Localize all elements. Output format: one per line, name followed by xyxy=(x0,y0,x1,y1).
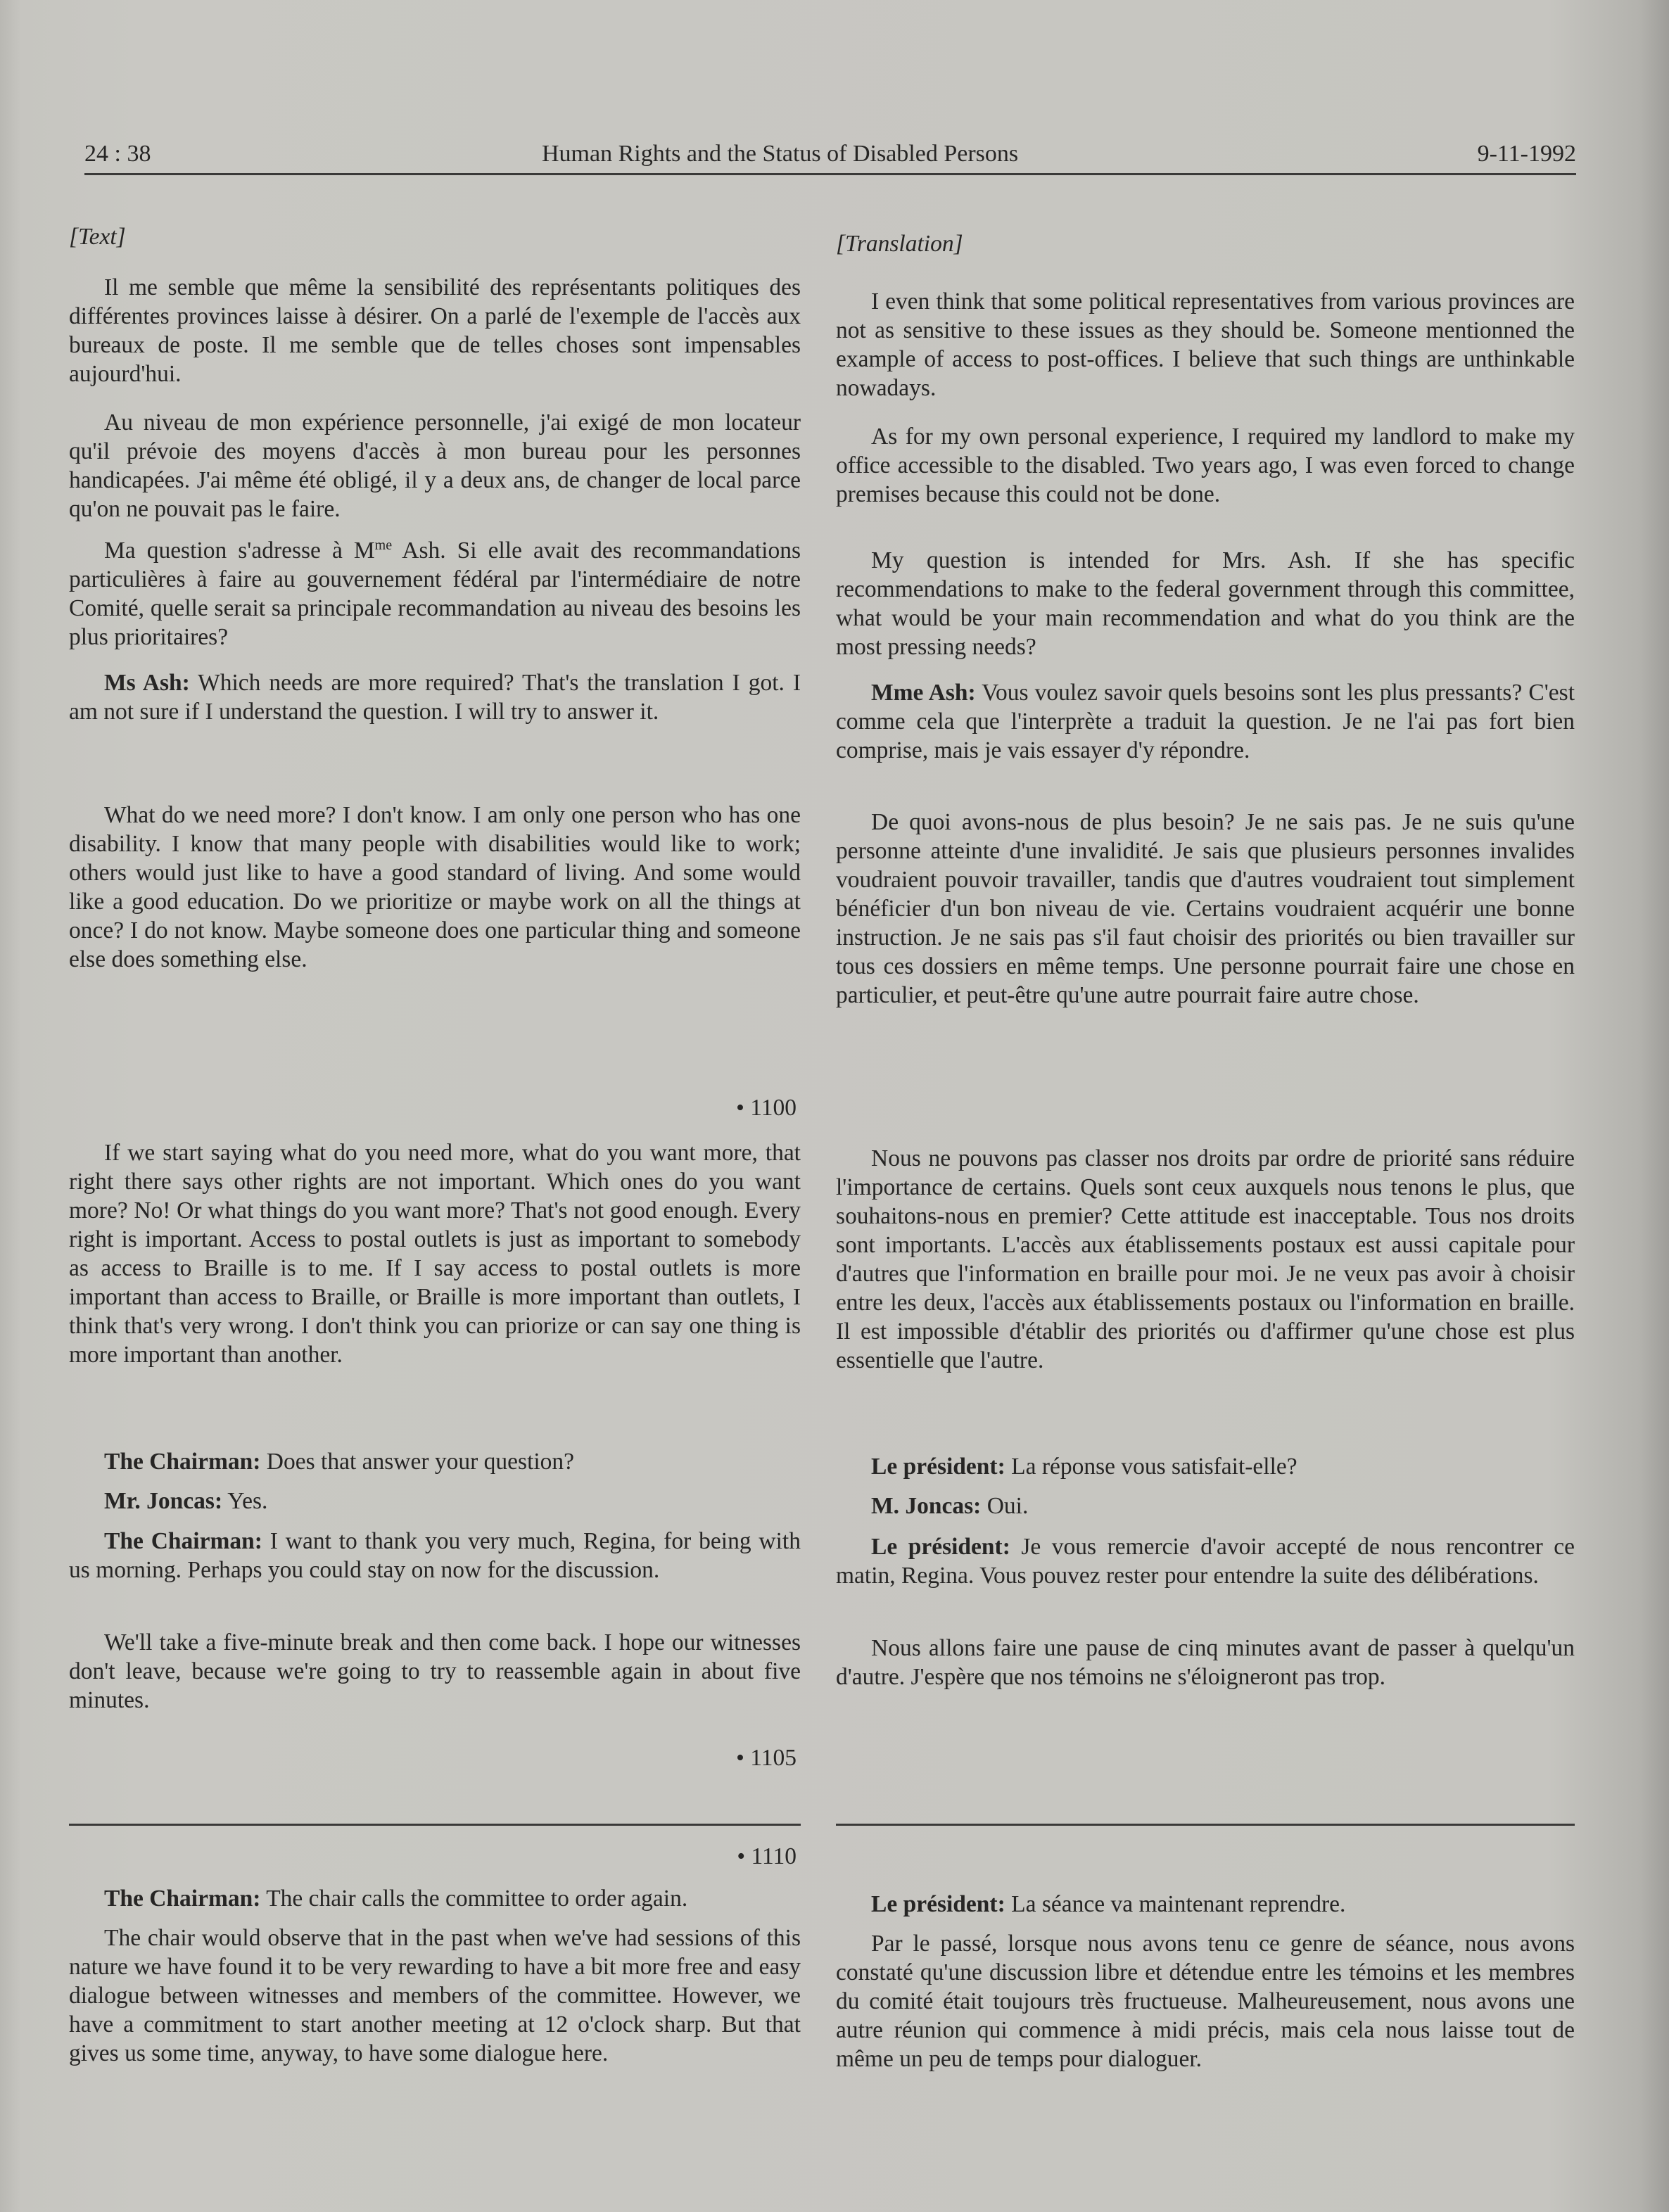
paragraph: Il me semble que même la sensibilité des représentants politiques des différentes provinces laisse à désirer. On a parlé de l'exemple de l'accès aux bureaux de poste. Il me semble que de telles choses sont impensables aujourd'hui. xyxy=(69,274,801,387)
paragraph: Nous allons faire une pause de cinq minutes avant de passer à quelqu'un d'autre. J'espère que nos témoins ne s'éloigneront pas trop. xyxy=(836,1635,1575,1690)
paragraph: What do we need more? I don't know. I am only one person who has one disability. I know that many people with disabilities would like to work; others would just like to have a good standard of living. And some would like a good education. Do we prioritize or maybe work on all the things at once? I do not know. Maybe someone does one particular thing and someone else does something else. xyxy=(69,802,801,972)
page-header xyxy=(84,138,1576,175)
paragraph: Au niveau de mon expérience personnelle, j'ai exigé de mon locateur qu'il prévoie des moyens d'accès à mon bureau pour les personnes handicapées. J'ai même été obligé, il y a deux ans, de changer de local parce qu'on ne pouvait pas le faire. xyxy=(69,409,801,522)
speaker-name: Le président: xyxy=(871,1454,1005,1480)
paragraph: As for my own personal experience, I required my landlord to make my office accessible to the disabled. Two years ago, I was even forced to change premises because this could not be done. xyxy=(836,424,1575,507)
speaker-name: M. Joncas: xyxy=(871,1493,982,1519)
speaker-paragraph: Le président: Je vous remercie d'avoir accepté de nous rencontrer ce matin, Regina. Vous pouvez rester pour entendre la suite des délibérations. xyxy=(836,1534,1575,1589)
speaker-paragraph: Mr. Joncas: Yes. xyxy=(104,1488,268,1514)
speaker-name: The Chairman: xyxy=(104,1449,261,1475)
paragraph: My question is intended for Mrs. Ash. If she has specific recommendations to make to the federal government through this committee, what would be your main recommendation and what do you think are the most pressing needs? xyxy=(836,547,1575,660)
speaker-paragraph: Ms Ash: Which needs are more required? That's the translation I got. I am not sure if I understand the question. I will try to answer it. xyxy=(69,670,801,725)
paragraph: De quoi avons-nous de plus besoin? Je ne sais pas. Je ne suis qu'une personne atteinte d'une invalidité. Je sais que plusieurs personnes invalides voudraient pouvoir travailler, tandis que d'autres voudraient tout simplement bénéficier d'un bon niveau de vie. Certains voudraient acquérir une bonne instruction. Je ne sais pas s'il faut choisir des priorités ou bien travailler sur tous ces dossiers en même temps. Une personne pourrait faire une chose en particulier, et peut-être qu'une autre pourrait faire autre chose. xyxy=(836,809,1575,1008)
speaker-paragraph: Le président: La réponse vous satisfait-elle? xyxy=(871,1454,1297,1480)
speaker-name: Le président: xyxy=(871,1891,1005,1917)
speaker-paragraph: M. Joncas: Oui. xyxy=(871,1493,1029,1519)
section-label-text: [Text] xyxy=(69,224,126,250)
paragraph: Ma question s'adresse à $M^{me}$ Ash. Si elle avait des recommandations particulières à faire au gouvernement fédéral par l'intermédiaire de notre Comité, quelle serait sa principale recommandation au niveau des besoins les plus prioritaires? xyxy=(69,537,801,650)
speaker-name: The Chairman: xyxy=(104,1528,262,1554)
paragraph: The chair would observe that in the past when we've had sessions of this nature we have found it to be very rewarding to have a bit more free and easy dialogue between witnesses and members of the committee. However, we have a commitment to start another meeting at 12 o'clock sharp. But that gives us some time, anyway, to have some dialogue here. xyxy=(69,1925,801,2066)
speaker-paragraph: Le président: La séance va maintenant reprendre. xyxy=(871,1891,1346,1917)
speaker-paragraph: Mme Ash: Vous voulez savoir quels besoins sont les plus pressants? C'est comme cela que l'interprète a traduit la question. Je ne l'ai pas fort bien comprise, mais je vais essayer d'y répondre. xyxy=(836,680,1575,763)
speaker-name: Mme Ash: xyxy=(871,680,976,706)
paragraph: Par le passé, lorsque nous avons tenu ce genre de séance, nous avons constaté qu'une discussion libre et détendue entre les témoins et les membres du comité était toujours très fructueuse. Malheureusement, nous avons une autre réunion qui commence à midi précis, mais cela nous laisse tout de même un peu de temps pour dialoguer. xyxy=(836,1931,1575,2072)
time-marker: • 1110 xyxy=(737,1843,797,1869)
header-date: 9-11-1992 xyxy=(1477,141,1576,167)
paragraph: I even think that some political representatives from various provinces are not as sensitive to these issues as they should be. Someone mentionned the example of access to post-offices. I believe that such things are unthinkable nowadays. xyxy=(836,288,1575,401)
running-title: Human Rights and the Status of Disabled Persons xyxy=(542,141,1019,167)
page-number: 24 : 38 xyxy=(84,141,151,167)
speaker-paragraph: The Chairman: The chair calls the committee to order again. xyxy=(104,1886,688,1912)
time-marker: • 1105 xyxy=(736,1745,797,1771)
section-rule xyxy=(836,1824,1575,1826)
time-marker: • 1100 xyxy=(736,1095,797,1121)
speaker-name: Mr. Joncas: xyxy=(104,1488,223,1514)
speaker-name: The Chairman: xyxy=(104,1886,261,1912)
speaker-paragraph: The Chairman: Does that answer your question? xyxy=(104,1449,575,1475)
speaker-name: Ms Ash: xyxy=(104,670,190,696)
section-label-translation: [Translation] xyxy=(836,231,963,257)
speaker-paragraph: The Chairman: I want to thank you very much, Regina, for being with us morning. Perhaps you could stay on now for the discussion. xyxy=(69,1528,801,1583)
speaker-name: Le président: xyxy=(871,1534,1010,1560)
paragraph: We'll take a five-minute break and then come back. I hope our witnesses don't leave, because we're going to try to reassemble again in about five minutes. xyxy=(69,1629,801,1713)
section-rule xyxy=(69,1824,801,1826)
paragraph: If we start saying what do you need more, what do you want more, that right there says other rights are not important. Which ones do you want more? No! Or what things do you want more? That's not good enough. Every right is important. Access to postal outlets is just as important to somebody as access to Braille is to me. If I say access to postal outlets is more important than access to Braille, or Braille is more important than outlets, I think that's very wrong. I don't think you can priorize or can say one thing is more important than another. xyxy=(69,1140,801,1368)
paragraph: Nous ne pouvons pas classer nos droits par ordre de priorité sans réduire l'importance de certains. Quels sont ceux auxquels nous tenons le plus, que souhaitons-nous en premier? Cette attitude est inacceptable. Tous nos droits sont importants. L'accès aux établissements postaux est aussi capitale pour d'autres que l'information en braille pour moi. Je ne veux pas avoir à choisir entre les deux, l'accès aux établissements postaux ou l'information en braille. Il est impossible d'établir des priorités ou d'affirmer qu'une chose est plus essentielle que l'autre. xyxy=(836,1145,1575,1373)
